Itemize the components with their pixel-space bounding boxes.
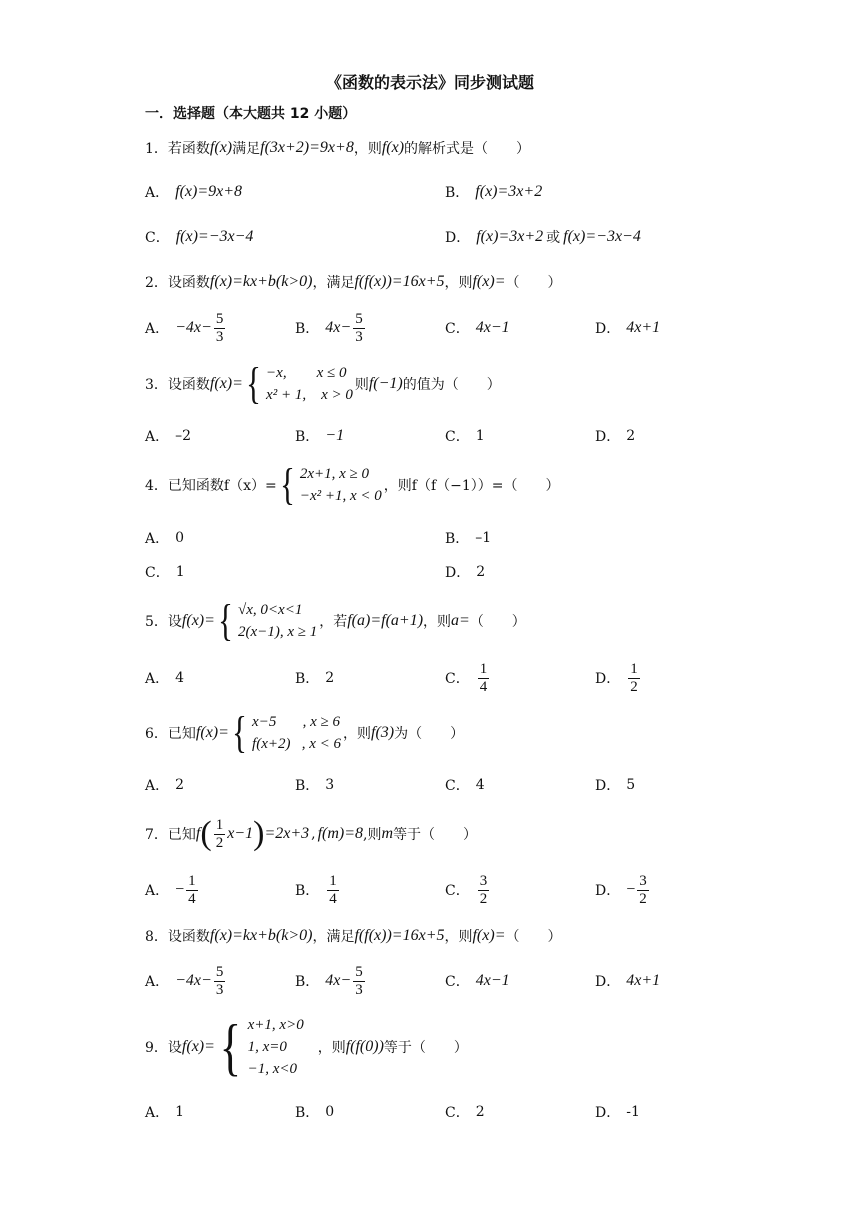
piecewise-function: { 2x+1, x ≥ 0 −x² +1, x < 0 (279, 460, 382, 509)
question-4-option-a: A． 0 (145, 530, 185, 547)
question-3-stem: 3．设函数 f(x)= { −x, x ≤ 0 x² + 1, x > 0 则 f(−1) 的值为（ ） (145, 359, 501, 408)
question-3-option-d: D． 2 (595, 428, 636, 445)
question-5-option-c: C． $\frac{1}{4}$ (445, 660, 488, 695)
question-7-option-b: B． $\frac{1}{4}$ (295, 872, 337, 907)
question-4-option-d: D． 2 (445, 564, 486, 581)
question-4-stem: 4．已知函数 f（x）= { 2x+1, x ≥ 0 −x² +1, x < 0 ，则 f（f（−1））=（ ） (145, 460, 560, 509)
question-7-option-d: D． − $\frac{3}{2}$ (595, 872, 647, 907)
question-2-stem: 2．设函数 f(x)=kx+b(k>0) ，满足 f(f(x))=16x+5 ，则 f(x)= （ ） (145, 273, 562, 291)
question-3-option-b: B． −1 (295, 427, 345, 445)
question-7-option-c: C． $\frac{3}{2}$ (445, 872, 488, 907)
question-4-option-b: B． –1 (445, 530, 492, 547)
question-1-option-b: B． f(x)=3x+2 (445, 183, 543, 201)
question-9-option-b: B． 0 (295, 1104, 335, 1121)
question-8-option-c: C． 4x−1 (445, 972, 510, 990)
piecewise-function: { √x, 0<x<1 2(x−1), x ≥ 1 (218, 596, 318, 645)
question-9-option-d: D． -1 (595, 1104, 640, 1121)
piecewise-function: { −x, x ≤ 0 x² + 1, x > 0 (246, 359, 353, 408)
question-9-option-c: C． 2 (445, 1104, 485, 1121)
question-8-stem: 8．设函数 f(x)=kx+b(k>0) ，满足 f(f(x))=16x+5 ，则 f(x)= （ ） (145, 927, 562, 945)
question-8-option-d: D． 4x+1 (595, 972, 661, 990)
question-5-option-a: A． 4 (145, 670, 185, 687)
question-6-option-d: D． 5 (595, 777, 636, 794)
question-8-option-b: B． 4x− $\frac{5}{3}$ (295, 963, 363, 998)
piecewise-function: { x−5 , x ≥ 6 f(x+2) , x < 6 (232, 708, 342, 757)
question-1-option-c: C． f(x)=−3x−4 (145, 228, 254, 246)
question-5-option-b: B． 2 (295, 670, 335, 687)
question-1-option-d: D． f(x)=3x+2 或 f(x)=−3x−4 (445, 228, 641, 246)
question-2-option-d: D． 4x+1 (595, 319, 661, 337)
question-2-option-a: A． −4x− $\frac{5}{3}$ (145, 310, 224, 345)
question-1-stem: 1．若函数 f(x) 满足 f(3x+2)=9x+8 ，则 f(x) 的解析式是（ ） (145, 139, 531, 157)
question-8-option-a: A． −4x− $\frac{5}{3}$ (145, 963, 224, 998)
question-6-option-a: A． 2 (145, 777, 185, 794)
question-5-stem: 5．设 f(x)= { √x, 0<x<1 2(x−1), x ≥ 1 ，若 f(a)=f(a+1) ，则 a= （ ） (145, 596, 526, 645)
question-7-stem: 7．已知 f ( $\frac{1}{2}$ x−1 ) =2x+3 , f(m)=8 ,则 m 等于（ ） (145, 815, 478, 852)
question-6-option-b: B． 3 (295, 777, 335, 794)
section-heading: 一．选择题（本大题共 12 小题） (145, 106, 357, 122)
question-3-option-a: A． –2 (145, 428, 192, 445)
question-3-option-c: C． 1 (445, 428, 485, 445)
question-2-option-b: B． 4x− $\frac{5}{3}$ (295, 310, 363, 345)
question-6-option-c: C． 4 (445, 777, 485, 794)
question-2-option-c: C． 4x−1 (445, 319, 510, 337)
question-1-option-a: A． f(x)=9x+8 (145, 183, 243, 201)
piecewise-function: { x+1, x>0 1, x=0 −1, x<0 (219, 1011, 304, 1082)
question-7-option-a: A． − $\frac{1}{4}$ (145, 872, 196, 907)
question-9-stem: 9．设 f(x)= { x+1, x>0 1, x=0 −1, x<0 ，则 f(f(0)) 等于（ ） (145, 1011, 468, 1082)
question-6-stem: 6．已知 f(x)= { x−5 , x ≥ 6 f(x+2) , x < 6 ，则 f(3) 为（ ） (145, 708, 465, 757)
question-5-option-d: D． $\frac{1}{2}$ (595, 660, 638, 695)
question-9-option-a: A． 1 (145, 1104, 185, 1121)
page-title: 《函数的表示法》同步测试题 (325, 73, 534, 92)
question-4-option-c: C． 1 (145, 564, 185, 581)
